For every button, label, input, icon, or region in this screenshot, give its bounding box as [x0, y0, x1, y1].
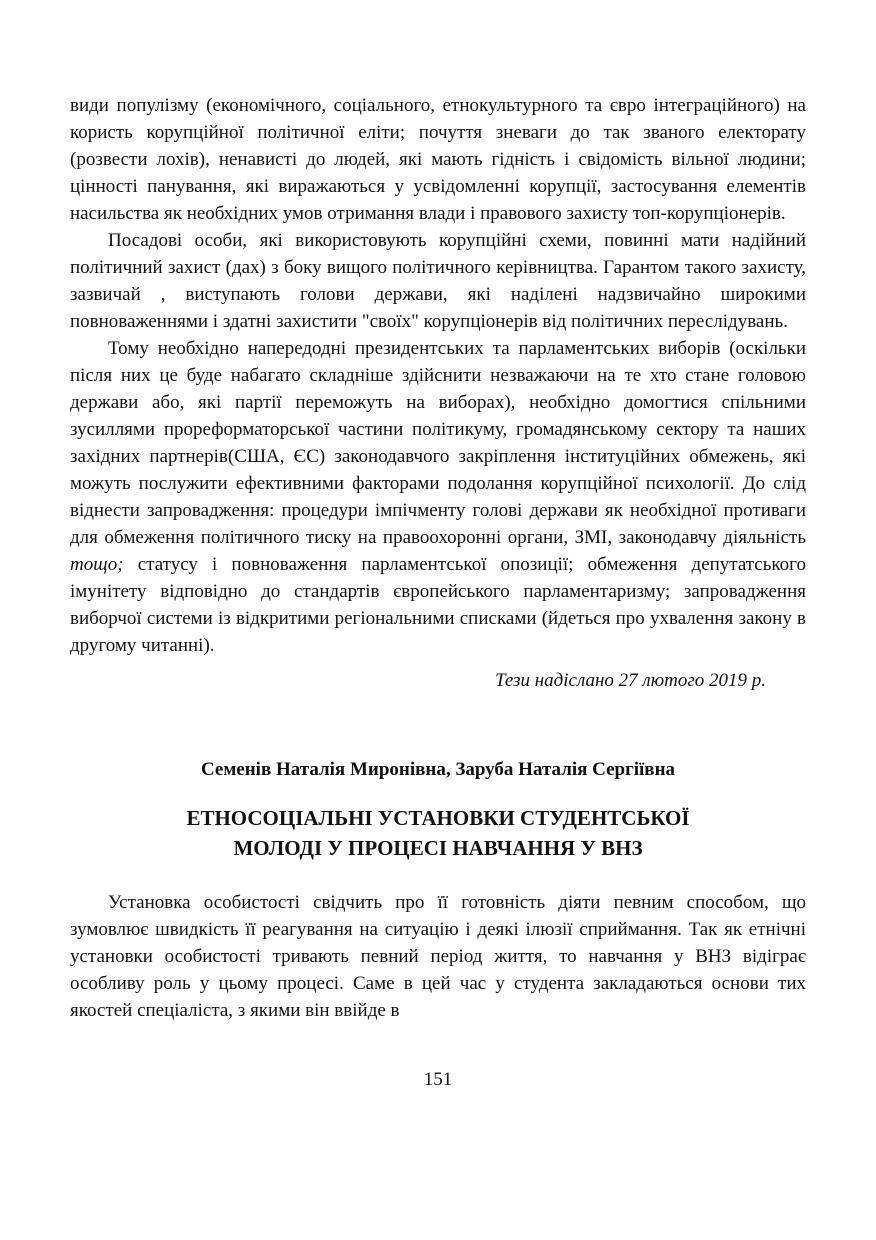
article-title-line-1: ЕТНОСОЦІАЛЬНІ УСТАНОВКИ СТУДЕНТСЬКОЇ	[186, 806, 690, 830]
paragraph-intro: Установка особистості свідчить про її готовність діяти певним способом, що зумовлює швидкість її реагування на ситуацію і деякі ілюзії сприймання. Так як етнічні установки особистості тривають певний період життя, то навчання у ВНЗ відіграє особливу роль у цьому процесі. Саме в цей час у студента закладаються основи тих якостей спеціаліста, з якими він ввійде в	[70, 892, 806, 1021]
article-title-line-2: МОЛОДІ У ПРОЦЕСІ НАВЧАННЯ У ВНЗ	[233, 836, 643, 860]
paragraph-officials: Посадові особи, які використовують корупційні схеми, повинні мати надійний політичний захист (дах) з боку вищого політичного керівництва. Гарантом такого захисту, зазвичай , виступають голови держави, які наділені надзвичайно широкими повноваженнями і здатні захистити "своїх" корупціонерів від політичних переслідувань.	[70, 230, 806, 332]
paragraph-elections-italic-word: тощо;	[70, 554, 124, 575]
article-title	[70, 803, 806, 863]
paragraph-continuation: види популізму (економічного, соціального, етнокультурного та євро інтеграційного) на користь корупційної політичної еліти; почуття зневаги до так званого електорату (розвести лохів), ненависті до людей, які мають гідність і свідомість вільної людини; цінності панування, які виражаються у усвідомленні корупції, застосування елементів насильства як необхідних умов отримання влади і правового захисту топ-корупціонерів.	[70, 95, 806, 224]
authors-line: Семенів Наталія Миронівна, Заруба Наталія Сергіївна	[200, 759, 676, 780]
paragraph-elections	[70, 335, 806, 659]
submission-date-line: Тези надіслано 27 лютого 2019 р.	[495, 670, 766, 691]
paragraph-elections-text-after: статусу і повноваження парламентської опозиції; обмеження депутатського імунітету відповідно до стандартів європейського парламентаризму; запровадження виборчої системи із відкритими регіональними списками (йдеться про ухвалення закону в другому читанні).	[70, 554, 806, 656]
paragraph-elections-text: Тому необхідно напередодні президентських та парламентських виборів (оскільки після них це буде набагато складніше здійснити незважаючи на те хто стане головою держави або, які партії переможуть на виборах), необхідно домогтися спільними зусиллями прореформаторської частини політикуму, громадянському сектору та наших західних партнерів(США, ЄС) законодавчого закріплення інституційних обмежень, які можуть послужити ефективними факторами подолання корупційної психології. До слід віднести запровадження: процедури імпічменту голові держави як необхідної противаги для обмеження політичного тиску на правоохоронні органи, ЗМІ, законодавчу діяльність	[70, 338, 806, 548]
page-number: 151	[423, 1069, 453, 1090]
